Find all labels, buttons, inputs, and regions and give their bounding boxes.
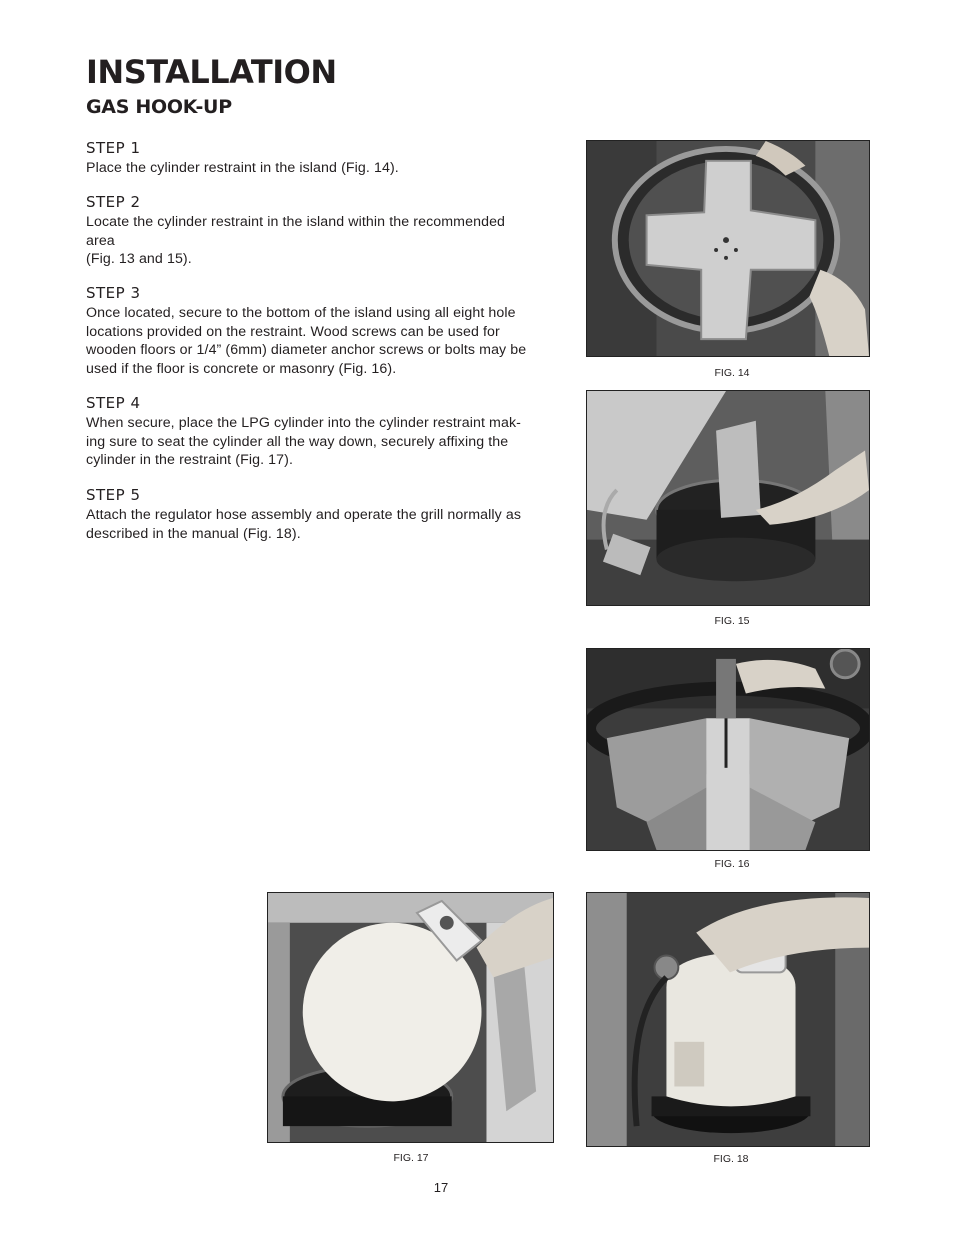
drilling-restraint-illustration — [587, 649, 869, 850]
step-line: ing sure to seat the cylinder all the way down, securely affixing the — [86, 433, 509, 450]
figure-18-caption: FIG. 18 — [713, 1153, 749, 1165]
step-line: described in the manual (Fig. 18). — [86, 525, 301, 542]
figure-17-caption: FIG. 17 — [393, 1152, 429, 1164]
step-line: When secure, place the LPG cylinder into the cylinder restraint mak- — [86, 415, 521, 431]
step-line: cylinder in the restraint (Fig. 17). — [86, 452, 294, 469]
figure-18-photo — [586, 892, 870, 1147]
figure-16-caption: FIG. 16 — [714, 858, 750, 870]
step-title: STEP 5 — [86, 486, 141, 504]
figure-17-photo — [267, 892, 554, 1143]
step-line: used if the floor is concrete or masonry (Fig. 16). — [86, 361, 397, 378]
section-title: GAS HOOK-UP — [86, 96, 232, 118]
regulator-attachment-illustration — [587, 893, 869, 1146]
lpg-cylinder-placement-illustration — [268, 893, 553, 1142]
figure-14-photo — [586, 140, 870, 357]
figure-16-photo — [586, 648, 870, 851]
step-text — [86, 414, 566, 470]
figure-15-photo — [586, 390, 870, 606]
step-title: STEP 2 — [86, 193, 141, 211]
cylinder-restraint-illustration — [587, 141, 869, 356]
step-line: area — [86, 232, 115, 249]
step-title: STEP 3 — [86, 284, 141, 302]
step-4 — [86, 394, 566, 470]
figure-14-caption: FIG. 14 — [714, 367, 750, 379]
step-line: Place the cylinder restraint in the island (Fig. 14). — [86, 160, 399, 176]
step-text — [86, 506, 566, 543]
restraint-in-island-illustration — [587, 391, 869, 605]
step-5 — [86, 486, 566, 543]
step-2 — [86, 193, 566, 269]
step-text — [86, 213, 566, 269]
step-text — [86, 159, 566, 178]
step-title: STEP 1 — [86, 139, 141, 157]
figure-15-caption: FIG. 15 — [714, 615, 750, 627]
page-title: INSTALLATION — [86, 53, 337, 91]
step-text — [86, 304, 566, 379]
step-line: wooden floors or 1/4” (6mm) diameter anchor screws or bolts may be — [86, 342, 527, 359]
step-line: locations provided on the restraint. Wood screws can be used for — [86, 323, 500, 340]
page-number: 17 — [433, 1180, 449, 1195]
step-1 — [86, 139, 566, 178]
step-title: STEP 4 — [86, 394, 141, 412]
step-line: Attach the regulator hose assembly and operate the grill normally as — [86, 507, 522, 523]
step-line: Locate the cylinder restraint in the island within the recommended — [86, 214, 506, 230]
step-line: Once located, secure to the bottom of the island using all eight hole — [86, 305, 516, 321]
step-line: (Fig. 13 and 15). — [86, 251, 192, 268]
step-3 — [86, 284, 566, 379]
